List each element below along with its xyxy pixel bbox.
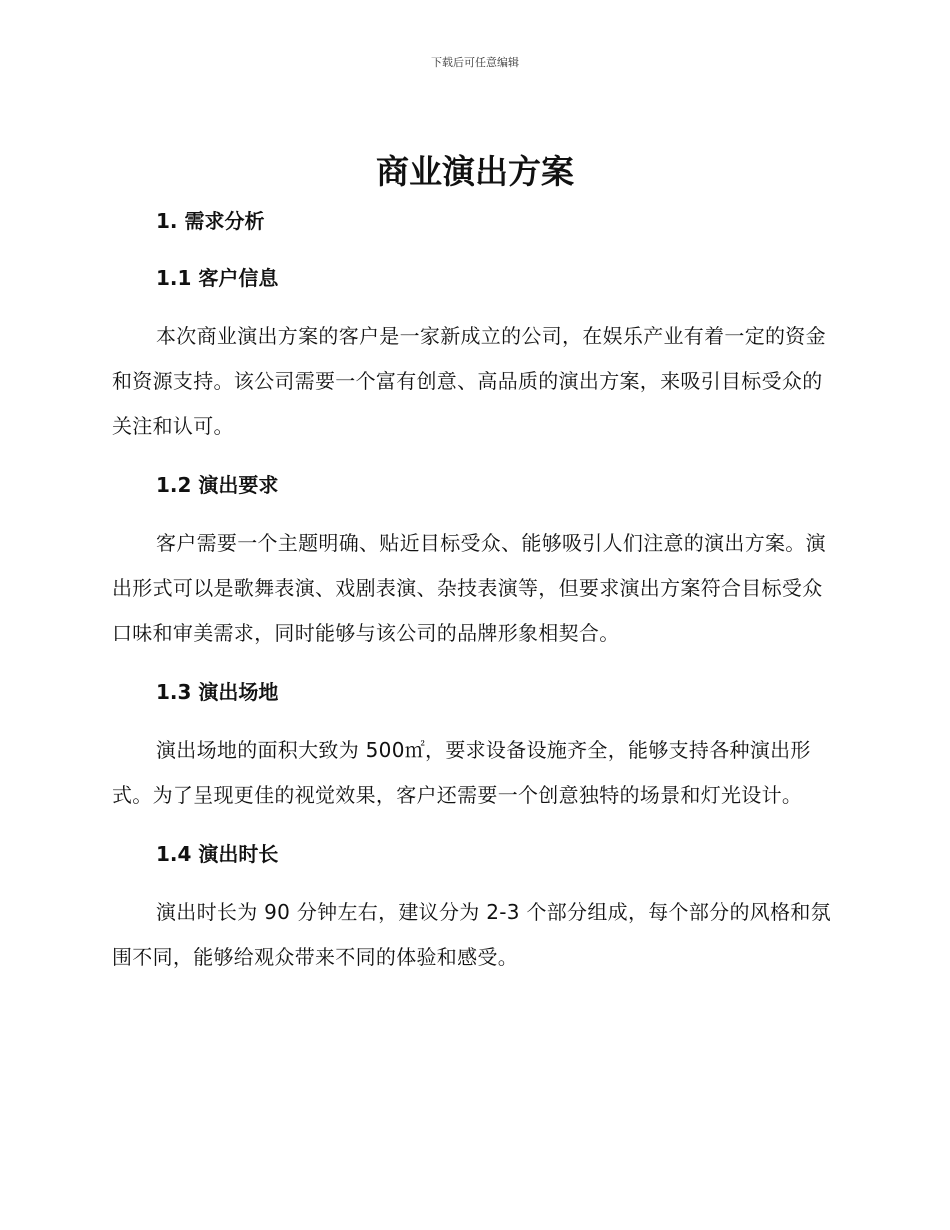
document-body [112,206,840,1001]
subsection-heading-performance-requirements: 1.2 演出要求 [156,473,279,497]
document-title: 商业演出方案 [376,152,574,191]
paragraph-performance-requirements: 客户需要一个主题明确、贴近目标受众、能够吸引人们注意的演出方案。演出形式可以是歌舞表演、戏剧表演、杂技表演等，但要求演出方案符合目标受众口味和审美需求，同时能够与该公司的品牌形象相契合。 [112,531,826,645]
subsection-heading-venue: 1.3 演出场地 [156,680,279,704]
paragraph-duration: 演出时长为 90 分钟左右，建议分为 2-3 个部分组成，每个部分的风格和氛围不同，能够给观众带来不同的体验和感受。 [112,900,831,969]
subsection-heading-client-info: 1.1 客户信息 [156,266,279,290]
header-note: 下载后可任意编辑 [431,56,519,69]
paragraph-client-info: 本次商业演出方案的客户是一家新成立的公司，在娱乐产业有着一定的资金和资源支持。该公司需要一个富有创意、高品质的演出方案，来吸引目标受众的关注和认可。 [112,324,826,438]
subsection-heading-duration: 1.4 演出时长 [156,842,279,866]
paragraph-venue: 演出场地的面积大致为 500㎡，要求设备设施齐全，能够支持各种演出形式。为了呈现更佳的视觉效果，客户还需要一个创意独特的场景和灯光设计。 [112,738,811,807]
section-heading-needs-analysis: 1. 需求分析 [156,209,265,233]
